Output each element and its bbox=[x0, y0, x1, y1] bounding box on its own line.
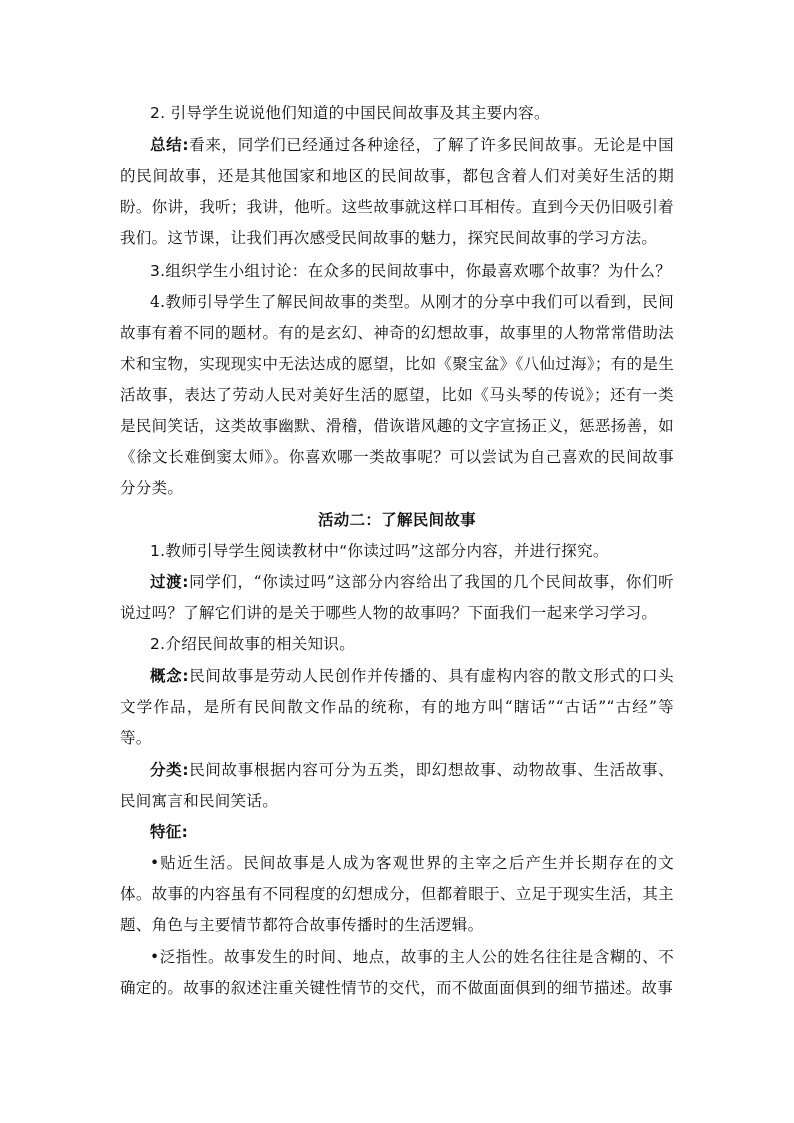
paragraph-transition bbox=[120, 567, 674, 629]
paragraph-4: 4.教师引导学生了解民间故事的类型。从刚才的分享中我们可以看到，民间故事有着不同的题材。有的是玄幻、神奇的幻想故事，故事里的人物常常借助法术和宝物，实现现实中无法达成的愿望，比如《聚宝盆》《八仙过海》；有的是生活故事，表达了劳动人民对美好生活的愿望，比如《马头琴的传说》；还有一类是民间笑话，这类故事幽默、滑稽，借诙谐风趣的文字宣扬正义，惩恶扬善，如《徐文长难倒窦太师》。你喜欢哪一类故事呢？可以尝试为自己喜欢的民间故事分分类。 bbox=[120, 293, 674, 497]
feature-generality: •泛指性。故事发生的时间、地点，故事的主人公的姓名往往是含糊的、不确定的。故事的叙述注重关键性情节的交代，而不做面面俱到的细节描述。故事 bbox=[120, 948, 674, 997]
paragraph-concept bbox=[120, 661, 674, 754]
paragraph-1: 2. 引导学生说说他们知道的中国民间故事及其主要内容。 bbox=[150, 104, 550, 122]
transition-text: 同学们，“你读过吗”这部分内容给出了我国的几个民间故事，你们听说过吗？了解它们讲的是关于哪些人物的故事吗？下面我们一起来学习学习。 bbox=[120, 573, 674, 622]
paragraph-5: 1.教师引导学生阅读教材中“你读过吗”这部分内容，并进行探究。 bbox=[150, 542, 609, 560]
paragraph-features bbox=[120, 817, 674, 848]
summary-text: 看来，同学们已经通过各种途径，了解了许多民间故事。无论是中国的民间故事，还是其他国家和地区的民间故事，都包含着人们对美好生活的期盼。你讲，我听；我讲，他听。这些故事就这样口耳相传。直到今天仍旧吸引着我们。这节课，让我们再次感受民间故事的魅力，探究民间故事的学习方法。 bbox=[120, 136, 674, 247]
paragraph-3: 3.组织学生小组讨论：在众多的民间故事中，你最喜欢哪个故事？为什么？ bbox=[150, 262, 671, 280]
classification-label: 分类: bbox=[150, 761, 189, 779]
section-heading: 活动二：了解民间故事 bbox=[317, 511, 476, 529]
transition-label: 过渡: bbox=[150, 573, 189, 591]
summary-label: 总结: bbox=[150, 136, 189, 154]
concept-text: 民间故事是劳动人民创作并传播的、具有虚构内容的散文形式的口头文学作品，是所有民间散文作品的统称，有的地方叫“瞎话”“古话”“古经”等等。 bbox=[120, 667, 674, 747]
paragraph-summary bbox=[120, 130, 674, 254]
concept-label: 概念: bbox=[150, 667, 189, 685]
paragraph-classification bbox=[120, 755, 674, 817]
feature-close-to-life: •贴近生活。民间故事是人成为客观世界的主宰之后产生并长期存在的文体。故事的内容虽有不同程度的幻想成分，但都着眼于、立足于现实生活，其主题、角色与主要情节都符合故事传播时的生活逻辑。 bbox=[120, 854, 674, 934]
paragraph-7: 2.介绍民间故事的相关知识。 bbox=[150, 635, 355, 653]
features-label: 特征: bbox=[150, 823, 189, 841]
classification-text: 民间故事根据内容可分为五类，即幻想故事、动物故事、生活故事、民间寓言和民间笑话。 bbox=[120, 761, 674, 810]
